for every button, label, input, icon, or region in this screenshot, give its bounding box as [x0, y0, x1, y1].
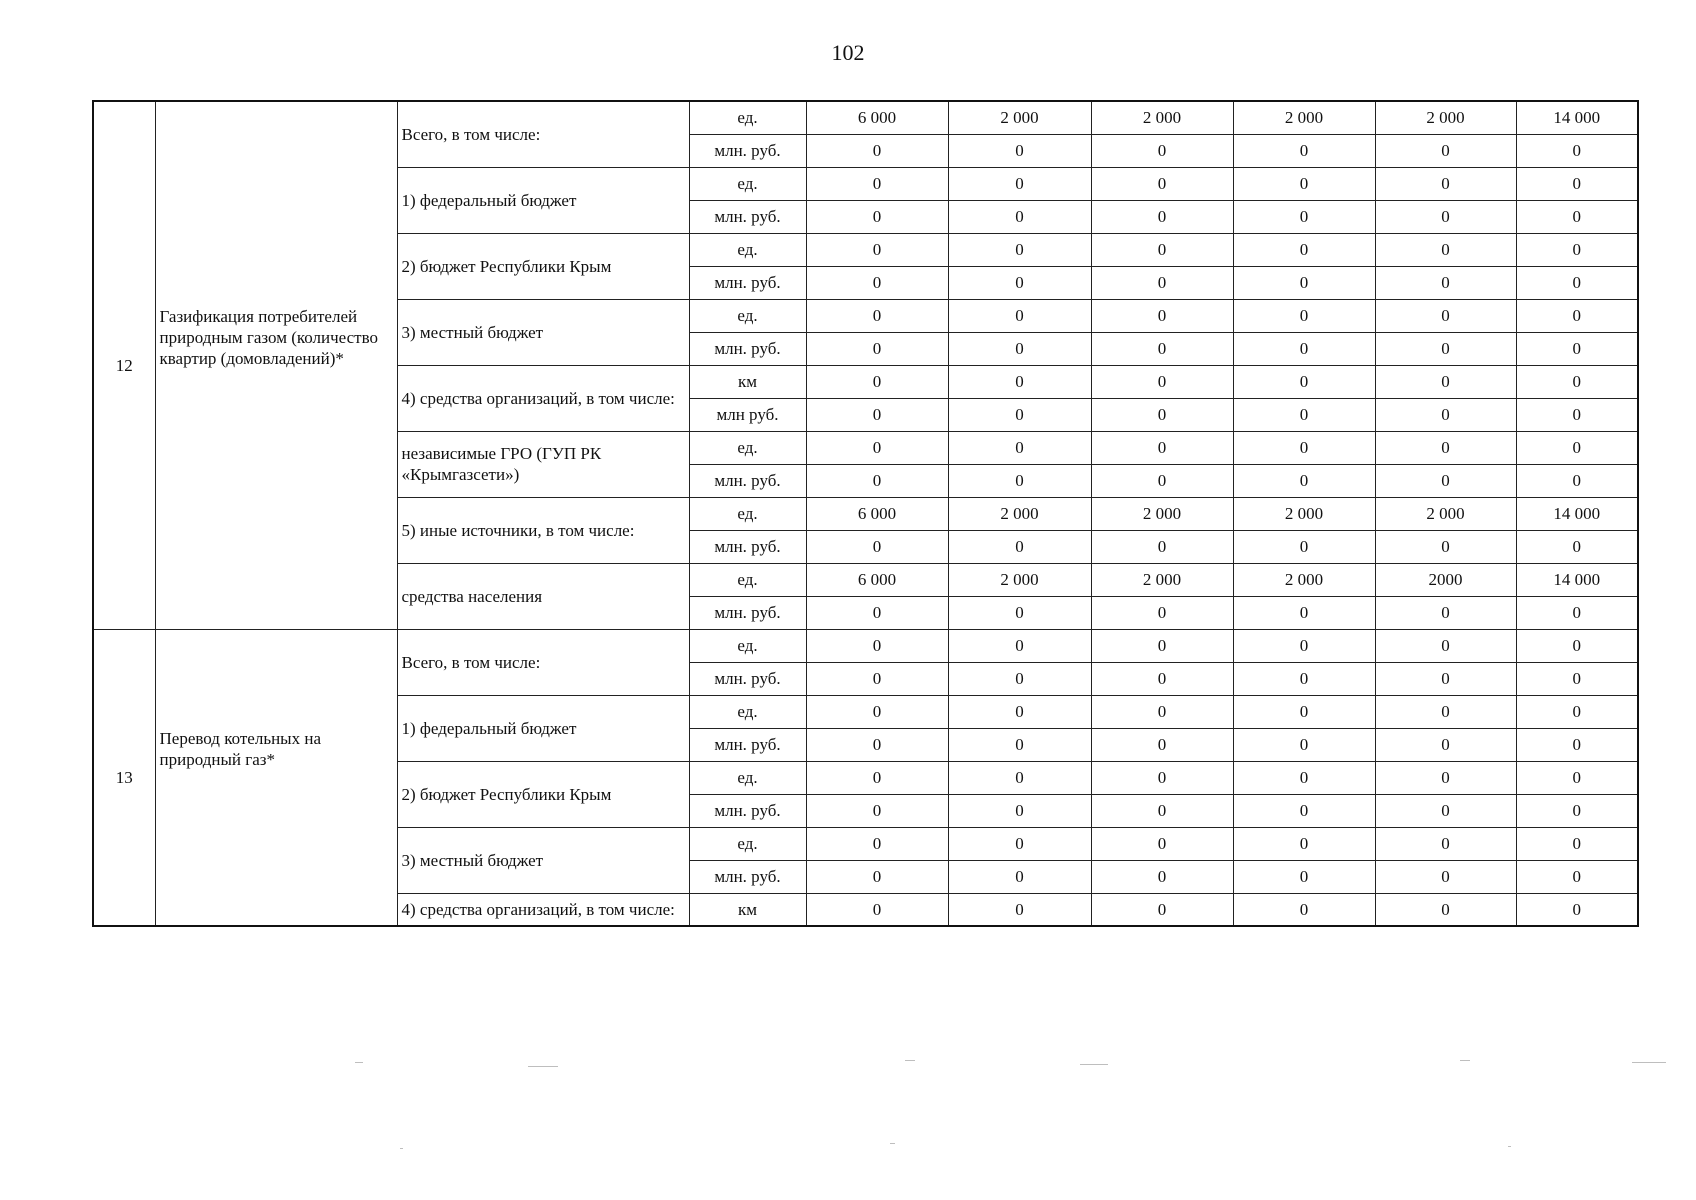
- scan-speck: [355, 1062, 363, 1063]
- value-cell: 0: [948, 827, 1091, 860]
- value-cell: 0: [1516, 728, 1638, 761]
- value-cell: 0: [1091, 530, 1233, 563]
- value-cell: 0: [1091, 398, 1233, 431]
- value-cell: 0: [1233, 167, 1375, 200]
- unit-cell: млн. руб.: [689, 728, 806, 761]
- value-cell: 2 000: [1091, 101, 1233, 134]
- value-cell: 0: [948, 662, 1091, 695]
- value-cell: 2 000: [1375, 101, 1516, 134]
- value-cell: 0: [1091, 299, 1233, 332]
- value-cell: 0: [948, 167, 1091, 200]
- value-cell: 2 000: [1233, 497, 1375, 530]
- unit-cell: млн. руб.: [689, 794, 806, 827]
- value-cell: 0: [1091, 233, 1233, 266]
- value-cell: 0: [948, 860, 1091, 893]
- value-cell: 0: [806, 266, 948, 299]
- value-cell: 0: [1516, 365, 1638, 398]
- unit-cell: млн. руб.: [689, 266, 806, 299]
- value-cell: 2 000: [1091, 563, 1233, 596]
- value-cell: 0: [1516, 266, 1638, 299]
- value-cell: 0: [948, 266, 1091, 299]
- value-cell: 0: [806, 365, 948, 398]
- unit-cell: млн. руб.: [689, 596, 806, 629]
- value-cell: 0: [1375, 728, 1516, 761]
- value-cell: 0: [1091, 134, 1233, 167]
- value-cell: 0: [1091, 629, 1233, 662]
- value-cell: 0: [1233, 728, 1375, 761]
- funding-source: средства населения: [397, 563, 689, 629]
- value-cell: 0: [1091, 728, 1233, 761]
- value-cell: 0: [948, 398, 1091, 431]
- unit-cell: ед.: [689, 299, 806, 332]
- value-cell: 0: [806, 761, 948, 794]
- scan-speck: [1508, 1146, 1511, 1147]
- value-cell: 0: [1233, 200, 1375, 233]
- value-cell: 0: [1516, 860, 1638, 893]
- value-cell: 2000: [1375, 563, 1516, 596]
- funding-source: независимые ГРО (ГУП РК «Крымгазсети»): [397, 431, 689, 497]
- value-cell: 0: [1375, 629, 1516, 662]
- value-cell: 0: [948, 629, 1091, 662]
- value-cell: 0: [948, 200, 1091, 233]
- value-cell: 0: [1233, 629, 1375, 662]
- value-cell: 0: [1375, 167, 1516, 200]
- unit-cell: ед.: [689, 431, 806, 464]
- unit-cell: млн. руб.: [689, 200, 806, 233]
- unit-cell: ед.: [689, 101, 806, 134]
- value-cell: 2 000: [948, 563, 1091, 596]
- value-cell: 0: [806, 299, 948, 332]
- value-cell: 0: [948, 761, 1091, 794]
- value-cell: 0: [1516, 827, 1638, 860]
- value-cell: 2 000: [1375, 497, 1516, 530]
- value-cell: 0: [1516, 794, 1638, 827]
- item-name-text: Перевод котельных на природный газ*: [159, 729, 321, 770]
- funding-source: Всего, в том числе:: [397, 101, 689, 167]
- funding-source: 1) федеральный бюджет: [397, 167, 689, 233]
- value-cell: 0: [1091, 200, 1233, 233]
- value-cell: 14 000: [1516, 101, 1638, 134]
- value-cell: 0: [806, 134, 948, 167]
- value-cell: 0: [806, 827, 948, 860]
- value-cell: 0: [1516, 200, 1638, 233]
- unit-cell: млн. руб.: [689, 464, 806, 497]
- value-cell: 0: [1516, 662, 1638, 695]
- value-cell: 0: [1375, 266, 1516, 299]
- value-cell: 0: [1516, 629, 1638, 662]
- value-cell: 2 000: [948, 497, 1091, 530]
- value-cell: 0: [806, 200, 948, 233]
- table-row: [93, 629, 1638, 662]
- value-cell: 0: [1233, 233, 1375, 266]
- funding-source: 4) средства организаций, в том числе:: [397, 365, 689, 431]
- value-cell: 0: [1233, 860, 1375, 893]
- value-cell: 0: [1233, 662, 1375, 695]
- value-cell: 0: [806, 629, 948, 662]
- value-cell: 0: [948, 695, 1091, 728]
- value-cell: 0: [1233, 893, 1375, 926]
- page-number: 102: [831, 40, 865, 65]
- value-cell: 0: [1091, 332, 1233, 365]
- value-cell: 0: [1091, 662, 1233, 695]
- value-cell: 0: [1233, 266, 1375, 299]
- value-cell: 0: [1233, 761, 1375, 794]
- value-cell: 0: [1516, 167, 1638, 200]
- value-cell: 0: [806, 860, 948, 893]
- value-cell: 0: [1091, 464, 1233, 497]
- value-cell: 6 000: [806, 563, 948, 596]
- value-cell: 2 000: [1091, 497, 1233, 530]
- value-cell: 14 000: [1516, 497, 1638, 530]
- value-cell: 0: [806, 464, 948, 497]
- value-cell: 0: [1375, 233, 1516, 266]
- value-cell: 2 000: [1233, 101, 1375, 134]
- value-cell: 0: [1516, 233, 1638, 266]
- scan-speck: [1460, 1060, 1470, 1061]
- value-cell: 0: [1091, 431, 1233, 464]
- value-cell: 0: [806, 662, 948, 695]
- value-cell: 2 000: [1233, 563, 1375, 596]
- unit-cell: ед.: [689, 761, 806, 794]
- value-cell: 0: [1233, 464, 1375, 497]
- scan-speck: [905, 1060, 915, 1061]
- value-cell: 0: [948, 233, 1091, 266]
- value-cell: 0: [1233, 332, 1375, 365]
- value-cell: 0: [1516, 695, 1638, 728]
- value-cell: 0: [1375, 200, 1516, 233]
- value-cell: 0: [1233, 827, 1375, 860]
- value-cell: 0: [948, 332, 1091, 365]
- value-cell: 0: [806, 332, 948, 365]
- value-cell: 0: [1233, 398, 1375, 431]
- unit-cell: ед.: [689, 695, 806, 728]
- value-cell: 0: [806, 893, 948, 926]
- value-cell: 0: [1091, 794, 1233, 827]
- unit-cell: млн руб.: [689, 398, 806, 431]
- value-cell: 0: [1375, 893, 1516, 926]
- value-cell: 0: [1233, 134, 1375, 167]
- value-cell: 0: [1233, 530, 1375, 563]
- value-cell: 0: [1091, 860, 1233, 893]
- value-cell: 6 000: [806, 101, 948, 134]
- value-cell: 0: [1375, 827, 1516, 860]
- value-cell: 0: [1375, 431, 1516, 464]
- value-cell: 0: [806, 596, 948, 629]
- value-cell: 0: [1375, 332, 1516, 365]
- unit-cell: ед.: [689, 497, 806, 530]
- value-cell: 0: [948, 728, 1091, 761]
- value-cell: 6 000: [806, 497, 948, 530]
- value-cell: 0: [806, 398, 948, 431]
- value-cell: 0: [1516, 761, 1638, 794]
- value-cell: 0: [1375, 365, 1516, 398]
- value-cell: 0: [1091, 596, 1233, 629]
- funding-source: 2) бюджет Республики Крым: [397, 233, 689, 299]
- value-cell: 0: [1375, 695, 1516, 728]
- value-cell: 0: [1091, 761, 1233, 794]
- value-cell: 0: [948, 530, 1091, 563]
- unit-cell: ед.: [689, 629, 806, 662]
- value-cell: 0: [1091, 266, 1233, 299]
- unit-cell: млн. руб.: [689, 662, 806, 695]
- value-cell: 0: [1516, 893, 1638, 926]
- value-cell: 0: [1375, 662, 1516, 695]
- value-cell: 0: [1091, 695, 1233, 728]
- unit-cell: ед.: [689, 827, 806, 860]
- value-cell: 0: [1233, 431, 1375, 464]
- value-cell: 0: [1233, 596, 1375, 629]
- item-name-text: Газификация потребителей природным газом (количество квартир (домовладений)*: [159, 306, 379, 368]
- scan-speck: [400, 1148, 403, 1149]
- value-cell: 0: [1516, 299, 1638, 332]
- unit-cell: км: [689, 893, 806, 926]
- table-row: [93, 101, 1638, 134]
- value-cell: 2 000: [948, 101, 1091, 134]
- value-cell: 0: [806, 530, 948, 563]
- value-cell: 0: [806, 728, 948, 761]
- value-cell: 0: [806, 233, 948, 266]
- value-cell: 0: [1516, 530, 1638, 563]
- unit-cell: млн. руб.: [689, 332, 806, 365]
- unit-cell: ед.: [689, 167, 806, 200]
- item-number: 13: [93, 629, 155, 926]
- value-cell: 0: [1091, 893, 1233, 926]
- value-cell: 0: [1233, 794, 1375, 827]
- value-cell: 0: [806, 431, 948, 464]
- value-cell: 0: [1375, 860, 1516, 893]
- value-cell: 0: [1516, 431, 1638, 464]
- value-cell: 0: [1091, 827, 1233, 860]
- value-cell: 0: [948, 431, 1091, 464]
- item-name: [155, 629, 397, 926]
- table-body: [93, 101, 1638, 926]
- unit-cell: млн. руб.: [689, 134, 806, 167]
- value-cell: 0: [1233, 299, 1375, 332]
- value-cell: 0: [1375, 464, 1516, 497]
- value-cell: 0: [806, 794, 948, 827]
- value-cell: 0: [1375, 299, 1516, 332]
- funding-source: 1) федеральный бюджет: [397, 695, 689, 761]
- funding-source: 4) средства организаций, в том числе:: [397, 893, 689, 926]
- value-cell: 0: [1375, 134, 1516, 167]
- item-number: 12: [93, 101, 155, 629]
- value-cell: 0: [948, 794, 1091, 827]
- funding-source: 3) местный бюджет: [397, 827, 689, 893]
- unit-cell: млн. руб.: [689, 530, 806, 563]
- value-cell: 0: [948, 134, 1091, 167]
- value-cell: 0: [806, 167, 948, 200]
- unit-cell: км: [689, 365, 806, 398]
- value-cell: 0: [1375, 596, 1516, 629]
- value-cell: 0: [948, 596, 1091, 629]
- value-cell: 0: [1091, 167, 1233, 200]
- value-cell: 14 000: [1516, 563, 1638, 596]
- value-cell: 0: [1233, 695, 1375, 728]
- unit-cell: ед.: [689, 233, 806, 266]
- item-name: [155, 101, 397, 629]
- unit-cell: ед.: [689, 563, 806, 596]
- scan-speck: [528, 1066, 558, 1067]
- scan-speck: [1632, 1062, 1666, 1063]
- value-cell: 0: [1091, 365, 1233, 398]
- value-cell: 0: [948, 893, 1091, 926]
- funding-source: Всего, в том числе:: [397, 629, 689, 695]
- value-cell: 0: [948, 299, 1091, 332]
- value-cell: 0: [948, 464, 1091, 497]
- value-cell: 0: [1516, 398, 1638, 431]
- value-cell: 0: [1375, 761, 1516, 794]
- scan-speck: [890, 1143, 895, 1144]
- scan-speck: [1080, 1064, 1108, 1065]
- value-cell: 0: [1375, 530, 1516, 563]
- funding-source: 5) иные источники, в том числе:: [397, 497, 689, 563]
- value-cell: 0: [1516, 332, 1638, 365]
- value-cell: 0: [1375, 794, 1516, 827]
- funding-source: 2) бюджет Республики Крым: [397, 761, 689, 827]
- value-cell: 0: [1516, 134, 1638, 167]
- value-cell: 0: [1516, 464, 1638, 497]
- value-cell: 0: [1516, 596, 1638, 629]
- unit-cell: млн. руб.: [689, 860, 806, 893]
- value-cell: 0: [1375, 398, 1516, 431]
- value-cell: 0: [948, 365, 1091, 398]
- value-cell: 0: [806, 695, 948, 728]
- program-table: [92, 100, 1639, 927]
- value-cell: 0: [1233, 365, 1375, 398]
- funding-source: 3) местный бюджет: [397, 299, 689, 365]
